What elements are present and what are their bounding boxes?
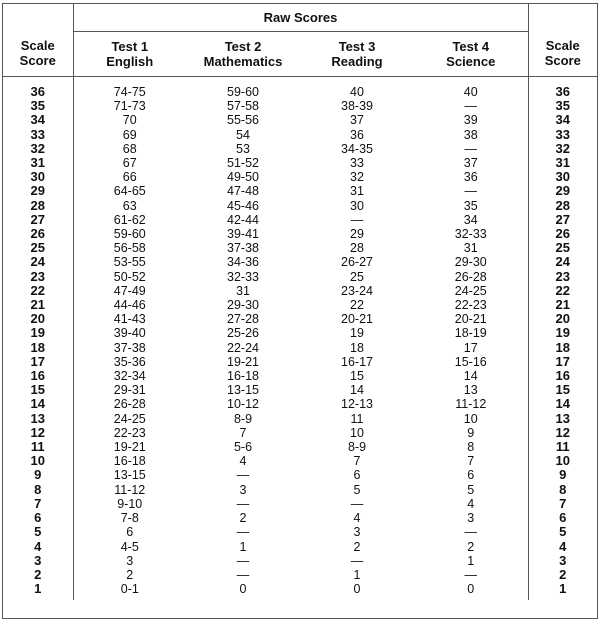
scale-score-left: 18 <box>3 341 73 355</box>
scale-score-right: 13 <box>528 412 597 426</box>
math-raw-score: 57-58 <box>227 99 259 114</box>
math-raw-score: 10-12 <box>227 397 259 412</box>
scale-header-line1: Scale <box>20 38 55 53</box>
reading-raw-score: 23-24 <box>341 283 373 298</box>
science-raw-score: 18-19 <box>454 326 487 341</box>
reading-raw-score: 34-35 <box>341 141 373 156</box>
science-raw-score: 9 <box>467 425 475 440</box>
science-raw-score: 22-23 <box>454 298 487 313</box>
math-raw-score: 25-26 <box>227 326 259 341</box>
scale-score-left: 24 <box>3 255 73 269</box>
math-raw-score: — <box>236 553 250 568</box>
scale-score-right: 10 <box>528 454 597 468</box>
table-row <box>3 227 597 241</box>
science-raw-score: 11-12 <box>455 397 487 412</box>
scale-score-right: 27 <box>528 213 597 227</box>
scale-score-left: 14 <box>3 397 73 411</box>
scale-score-left: 35 <box>3 99 73 113</box>
scale-score-right: 9 <box>528 468 597 482</box>
math-raw-score: 55-56 <box>227 113 259 128</box>
science-raw-score: 38 <box>463 127 478 142</box>
english-raw-score: 41-43 <box>113 312 146 327</box>
math-raw-score: 51-52 <box>227 156 259 171</box>
table-row <box>3 270 597 284</box>
table-row <box>3 440 597 454</box>
english-raw-score: 69 <box>122 127 137 142</box>
table-row <box>3 355 597 369</box>
reading-raw-score: 12-13 <box>341 397 373 412</box>
scale-score-right: 4 <box>528 540 597 554</box>
reading-raw-score: 8-9 <box>347 440 367 455</box>
english-raw-score: 61-62 <box>113 212 146 227</box>
table-row <box>3 454 597 468</box>
table-row <box>3 426 597 440</box>
scale-score-left: 27 <box>3 213 73 227</box>
test-number: Test 4 <box>452 39 490 54</box>
reading-raw-score: 15 <box>350 369 364 384</box>
english-raw-score: 44-46 <box>113 298 146 313</box>
scale-score-right: 8 <box>528 483 597 497</box>
science-raw-score: 15-16 <box>454 354 487 369</box>
math-raw-score: 42-44 <box>227 212 259 227</box>
table-row <box>3 341 597 355</box>
reading-raw-score: 6 <box>353 468 361 483</box>
reading-raw-score: 36 <box>350 127 364 142</box>
test-number: Test 1 <box>111 39 149 54</box>
scale-score-right: 30 <box>528 170 597 184</box>
scale-score-left: 13 <box>3 412 73 426</box>
table-row <box>3 99 597 113</box>
scale-score-right: 12 <box>528 426 597 440</box>
english-raw-score: 7-8 <box>120 511 139 526</box>
table-row <box>3 468 597 482</box>
scale-score-left: 8 <box>3 483 73 497</box>
science-raw-score: 35 <box>463 198 478 213</box>
english-raw-score: 6 <box>126 525 134 540</box>
scale-score-left: 20 <box>3 312 73 326</box>
test-subject: Science <box>446 54 496 69</box>
reading-raw-score: 11 <box>350 411 364 426</box>
scale-score-left: 17 <box>3 355 73 369</box>
reading-raw-score: 32 <box>350 170 364 185</box>
reading-raw-score: 10 <box>350 425 364 440</box>
table-row <box>3 113 597 127</box>
test-number: Test 2 <box>224 39 262 54</box>
english-raw-score: 68 <box>122 141 137 156</box>
scale-score-left: 9 <box>3 468 73 482</box>
english-raw-score: 16-18 <box>113 454 146 469</box>
math-raw-score: 45-46 <box>227 198 259 213</box>
scale-score-left: 34 <box>3 113 73 127</box>
table-row <box>3 142 597 156</box>
english-raw-score: 13-15 <box>113 468 146 483</box>
scale-score-right: 3 <box>528 554 597 568</box>
math-raw-score: 5-6 <box>233 440 253 455</box>
reading-raw-score: 25 <box>350 269 364 284</box>
reading-raw-score: 1 <box>353 567 361 582</box>
science-raw-score: 13 <box>463 383 478 398</box>
science-raw-score: 24-25 <box>454 283 487 298</box>
scale-score-right: 14 <box>528 397 597 411</box>
test-subject: English <box>106 54 154 69</box>
science-raw-score: — <box>464 141 477 156</box>
reading-raw-score: 18 <box>350 340 364 355</box>
scale-score-header-right <box>528 4 597 77</box>
scale-score-right: 21 <box>528 298 597 312</box>
scale-score-right: 31 <box>528 156 597 170</box>
scale-score-right: 15 <box>528 383 597 397</box>
english-raw-score: 39-40 <box>113 326 146 341</box>
table-row <box>3 199 597 213</box>
english-raw-score: 71-73 <box>113 99 146 114</box>
score-conversion-table-frame <box>2 3 598 619</box>
scale-score-right: 22 <box>528 284 597 298</box>
score-conversion-table <box>3 4 597 600</box>
scale-score-right: 5 <box>528 525 597 539</box>
test-subject: Reading <box>331 54 383 69</box>
science-raw-score: 1 <box>467 553 475 568</box>
english-raw-score: 11-12 <box>114 482 146 497</box>
math-raw-score: 4 <box>239 454 247 469</box>
english-raw-score: 66 <box>122 170 137 185</box>
math-raw-score: 2 <box>239 511 247 526</box>
science-raw-score: 17 <box>463 340 478 355</box>
table-row <box>3 582 597 600</box>
math-raw-score: — <box>236 567 250 582</box>
test-1-header <box>73 32 186 77</box>
science-raw-score: 40 <box>463 85 478 99</box>
science-raw-score: 0 <box>467 582 475 597</box>
english-raw-score: 4-5 <box>120 539 139 554</box>
scale-score-right: 26 <box>528 227 597 241</box>
scale-score-left: 26 <box>3 227 73 241</box>
reading-raw-score: — <box>350 496 364 511</box>
scale-score-right: 24 <box>528 255 597 269</box>
science-raw-score: 37 <box>463 156 478 171</box>
reading-raw-score: 2 <box>353 539 361 554</box>
test-2-header <box>186 32 300 77</box>
scale-score-right: 1 <box>528 582 597 600</box>
science-raw-score: 26-28 <box>454 269 487 284</box>
table-row <box>3 326 597 340</box>
scale-score-right: 32 <box>528 142 597 156</box>
table-row <box>3 497 597 511</box>
scale-score-left: 12 <box>3 426 73 440</box>
reading-raw-score: 28 <box>350 241 364 256</box>
scale-score-right: 25 <box>528 241 597 255</box>
scale-score-right: 6 <box>528 511 597 525</box>
math-raw-score: 47-48 <box>227 184 259 199</box>
english-raw-score: 53-55 <box>113 255 146 270</box>
science-raw-score: 29-30 <box>454 255 487 270</box>
test-3-header <box>300 32 414 77</box>
test-subject: Mathematics <box>203 54 283 69</box>
science-raw-score: 36 <box>463 170 478 185</box>
math-raw-score: 1 <box>239 539 247 554</box>
science-raw-score: 7 <box>467 454 475 469</box>
science-raw-score: 2 <box>467 539 475 554</box>
scale-score-left: 10 <box>3 454 73 468</box>
table-row <box>3 383 597 397</box>
scale-score-right: 2 <box>528 568 597 582</box>
english-raw-score: 70 <box>122 113 137 128</box>
reading-raw-score: 31 <box>350 184 364 199</box>
math-raw-score: — <box>236 468 250 483</box>
reading-raw-score: 38-39 <box>341 99 373 114</box>
scale-score-left: 29 <box>3 184 73 198</box>
table-row <box>3 255 597 269</box>
table-row <box>3 284 597 298</box>
scale-score-left: 19 <box>3 326 73 340</box>
math-raw-score: 53 <box>236 141 250 156</box>
scale-score-right: 34 <box>528 113 597 127</box>
scale-score-left: 5 <box>3 525 73 539</box>
math-raw-score: 16-18 <box>227 369 259 384</box>
math-raw-score: 32-33 <box>227 269 259 284</box>
reading-raw-score: 3 <box>353 525 361 540</box>
science-raw-score: 14 <box>463 369 478 384</box>
science-raw-score: 20-21 <box>454 312 487 327</box>
table-row <box>3 554 597 568</box>
reading-raw-score: 0 <box>353 582 361 597</box>
english-raw-score: 47-49 <box>113 283 146 298</box>
test-4-header <box>414 32 528 77</box>
table-row <box>3 128 597 142</box>
science-raw-score: — <box>464 525 477 540</box>
table-row <box>3 241 597 255</box>
table-row <box>3 85 597 99</box>
math-raw-score: 54 <box>236 127 250 142</box>
scale-score-left: 15 <box>3 383 73 397</box>
scale-score-left: 2 <box>3 568 73 582</box>
english-raw-score: 19-21 <box>113 440 146 455</box>
scale-score-left: 4 <box>3 540 73 554</box>
science-raw-score: 8 <box>467 440 475 455</box>
reading-raw-score: — <box>350 212 364 227</box>
english-raw-score: 3 <box>126 553 134 568</box>
scale-score-header-left <box>3 4 73 77</box>
math-raw-score: 0 <box>239 582 247 597</box>
english-raw-score: 32-34 <box>113 369 146 384</box>
scale-score-right: 29 <box>528 184 597 198</box>
science-raw-score: — <box>464 184 477 199</box>
reading-raw-score: 5 <box>353 482 361 497</box>
table-row <box>3 511 597 525</box>
math-raw-score: 3 <box>239 482 247 497</box>
math-raw-score: 29-30 <box>227 298 259 313</box>
table-row <box>3 525 597 539</box>
science-raw-score: — <box>464 99 477 114</box>
scale-score-right: 36 <box>528 85 597 99</box>
scale-score-right: 11 <box>528 440 597 454</box>
scale-score-left: 33 <box>3 128 73 142</box>
science-raw-score: 31 <box>463 241 478 256</box>
table-row <box>3 156 597 170</box>
reading-raw-score: 20-21 <box>341 312 373 327</box>
table-row <box>3 184 597 198</box>
score-rows <box>3 77 597 601</box>
science-raw-score: — <box>464 567 477 582</box>
scale-score-right: 7 <box>528 497 597 511</box>
scale-score-left: 1 <box>3 582 73 600</box>
scale-score-right: 35 <box>528 99 597 113</box>
reading-raw-score: 26-27 <box>341 255 373 270</box>
scale-score-right: 23 <box>528 270 597 284</box>
reading-raw-score: 37 <box>350 113 364 128</box>
english-raw-score: 74-75 <box>113 85 146 99</box>
table-row <box>3 568 597 582</box>
math-raw-score: 22-24 <box>227 340 259 355</box>
math-raw-score: 13-15 <box>227 383 259 398</box>
math-raw-score: — <box>236 525 250 540</box>
table-row <box>3 540 597 554</box>
science-raw-score: 34 <box>463 212 478 227</box>
scale-score-left: 30 <box>3 170 73 184</box>
english-raw-score: 67 <box>122 156 137 171</box>
english-raw-score: 9-10 <box>117 496 143 511</box>
english-raw-score: 56-58 <box>113 241 146 256</box>
english-raw-score: 50-52 <box>113 269 146 284</box>
reading-raw-score: — <box>350 553 364 568</box>
science-raw-score: 10 <box>463 411 478 426</box>
scale-score-left: 32 <box>3 142 73 156</box>
english-raw-score: 59-60 <box>113 227 146 242</box>
scale-score-right: 20 <box>528 312 597 326</box>
science-raw-score: 3 <box>467 511 475 526</box>
scale-score-left: 25 <box>3 241 73 255</box>
scale-score-left: 22 <box>3 284 73 298</box>
scale-header-line2: Score <box>19 53 56 68</box>
scale-score-left: 23 <box>3 270 73 284</box>
reading-raw-score: 22 <box>350 298 364 313</box>
math-raw-score: 49-50 <box>227 170 259 185</box>
table-row <box>3 298 597 312</box>
reading-raw-score: 7 <box>353 454 361 469</box>
scale-header-line1: Scale <box>545 38 580 53</box>
reading-raw-score: 30 <box>350 198 364 213</box>
reading-raw-score: 40 <box>350 85 364 99</box>
table-row <box>3 397 597 411</box>
math-raw-score: 7 <box>239 425 247 440</box>
science-raw-score: 32-33 <box>454 227 487 242</box>
math-raw-score: 8-9 <box>233 411 253 426</box>
scale-score-right: 17 <box>528 355 597 369</box>
english-raw-score: 26-28 <box>113 397 146 412</box>
reading-raw-score: 19 <box>350 326 364 341</box>
math-raw-score: 34-36 <box>227 255 259 270</box>
scale-score-right: 33 <box>528 128 597 142</box>
science-raw-score: 6 <box>467 468 475 483</box>
english-raw-score: 2 <box>126 567 134 582</box>
reading-raw-score: 29 <box>350 227 364 242</box>
scale-score-left: 28 <box>3 199 73 213</box>
scale-score-left: 3 <box>3 554 73 568</box>
scale-score-left: 16 <box>3 369 73 383</box>
scale-header-line2: Score <box>544 53 581 68</box>
scale-score-left: 31 <box>3 156 73 170</box>
math-raw-score: 59-60 <box>227 85 259 99</box>
english-raw-score: 64-65 <box>113 184 146 199</box>
reading-raw-score: 16-17 <box>341 354 373 369</box>
scale-score-left: 36 <box>3 85 73 99</box>
raw-scores-title: Raw Scores <box>73 4 528 32</box>
science-raw-score: 39 <box>463 113 478 128</box>
scale-score-right: 18 <box>528 341 597 355</box>
scale-score-right: 28 <box>528 199 597 213</box>
science-raw-score: 4 <box>467 496 475 511</box>
math-raw-score: 19-21 <box>227 354 259 369</box>
english-raw-score: 29-31 <box>113 383 146 398</box>
scale-score-right: 19 <box>528 326 597 340</box>
english-raw-score: 22-23 <box>113 425 146 440</box>
scale-score-left: 11 <box>3 440 73 454</box>
table-row <box>3 369 597 383</box>
test-number: Test 3 <box>338 39 376 54</box>
table-row <box>3 312 597 326</box>
english-raw-score: 37-38 <box>113 340 146 355</box>
scale-score-right: 16 <box>528 369 597 383</box>
spacer-row <box>3 77 597 86</box>
scale-score-left: 7 <box>3 497 73 511</box>
math-raw-score: — <box>236 496 250 511</box>
english-raw-score: 63 <box>122 198 137 213</box>
english-raw-score: 24-25 <box>113 411 146 426</box>
table-row <box>3 412 597 426</box>
table-row <box>3 170 597 184</box>
math-raw-score: 39-41 <box>227 227 259 242</box>
math-raw-score: 37-38 <box>227 241 259 256</box>
reading-raw-score: 4 <box>353 511 361 526</box>
math-raw-score: 27-28 <box>227 312 259 327</box>
scale-score-left: 6 <box>3 511 73 525</box>
table-row <box>3 483 597 497</box>
math-raw-score: 31 <box>236 283 250 298</box>
reading-raw-score: 33 <box>350 156 364 171</box>
table-row <box>3 213 597 227</box>
reading-raw-score: 14 <box>350 383 364 398</box>
scale-score-left: 21 <box>3 298 73 312</box>
english-raw-score: 0-1 <box>120 582 139 597</box>
science-raw-score: 5 <box>467 482 475 497</box>
english-raw-score: 35-36 <box>113 354 146 369</box>
